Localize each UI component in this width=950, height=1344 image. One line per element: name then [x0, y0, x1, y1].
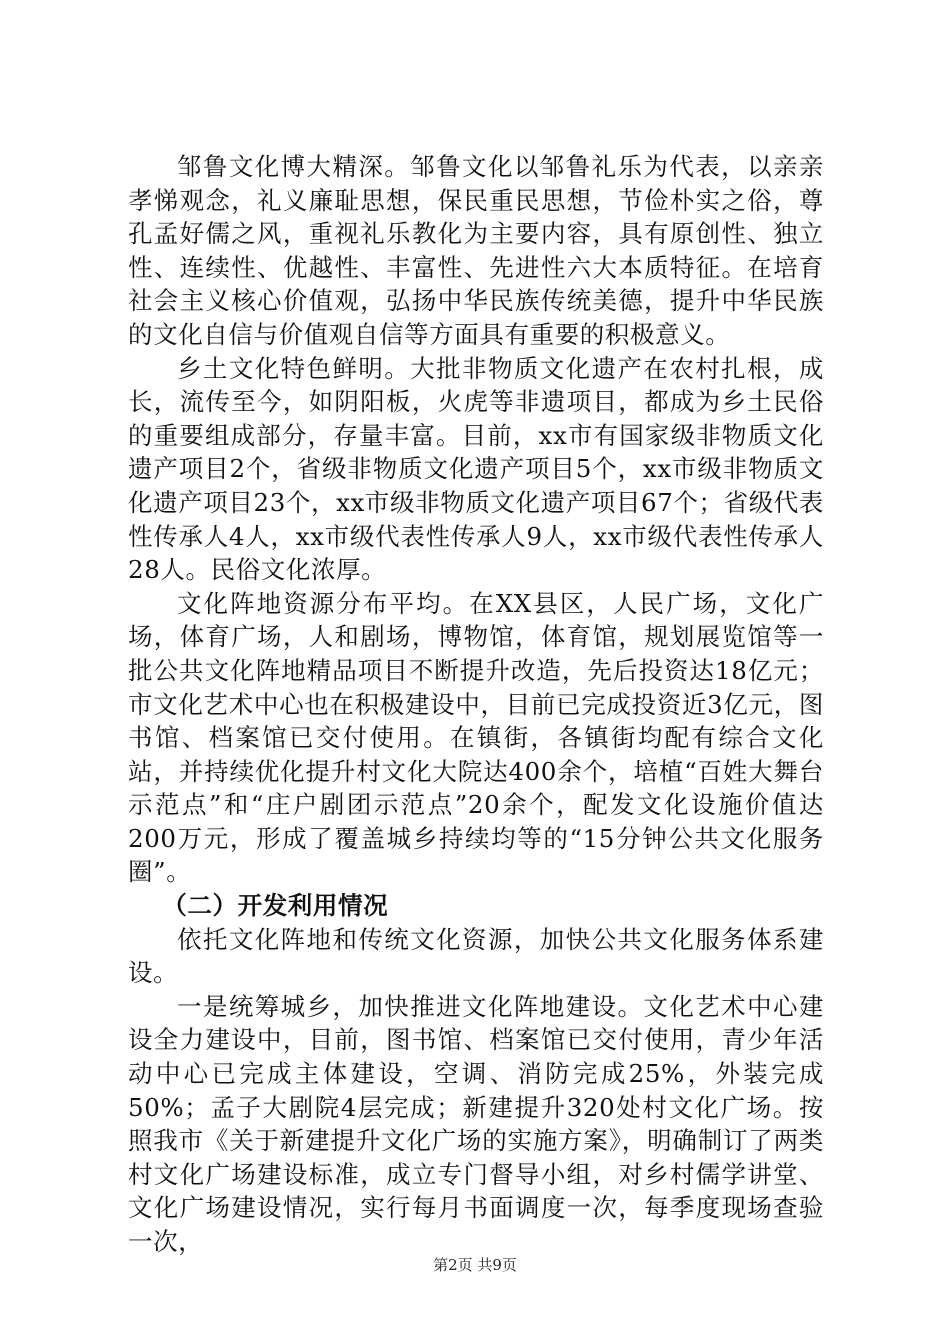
paragraph-urban-rural: 一是统筹城乡，加快推进文化阵地建设。文化艺术中心建设全力建设中，目前，图书馆、档案馆已交付使用，青少年活动中心已完成主体建设，空调、消防完成25%，外装完成50%；孟子大剧院4层完成；新建提升320处村文化广场。按照我市《关于新建提升文化广场的实施方案》，明确制订了两类村文化广场建设标准，成立专门督导小组，对乡村儒学讲堂、文化广场建设情况，实行每月书面调度一次，每季度现场查验一次， [128, 991, 824, 1256]
document-body [128, 150, 824, 1259]
paragraph-local-culture: 乡土文化特色鲜明。大批非物质文化遗产在农村扎根，成长，流传至今，如阴阳板，火虎等非遗项目，都成为乡土民俗的重要组成部分，存量丰富。目前，xx市有国家级非物质文化遗产项目2个，省级非物质文化遗产项目5个，xx市级非物质文化遗产项目23个，xx市级非物质文化遗产项目67个；省级代表性传承人4人，xx市级代表性传承人9人，xx市级代表性传承人28人。民俗文化浓厚。 [128, 353, 824, 585]
paragraph-zoulu-culture: 邹鲁文化博大精深。邹鲁文化以邹鲁礼乐为代表，以亲亲孝悌观念，礼义廉耻思想，保民重民思想，节俭朴实之俗，尊孔孟好儒之风，重视礼乐教化为主要内容，具有原创性、独立性、连续性、优越性、丰富性、先进性六大本质特征。在培育社会主义核心价值观，弘扬中华民族传统美德，提升中华民族的文化自信与价值观自信等方面具有重要的积极意义。 [128, 152, 824, 349]
page-number-footer: 第2页 共9页 [433, 1256, 517, 1274]
paragraph-culture-venues: 文化阵地资源分布平均。在XX县区，人民广场，文化广场，体育广场，人和剧场，博物馆，体育馆，规划展览馆等一批公共文化阵地精品项目不断提升改造，先后投资达18亿元；市文化艺术中心也在积极建设中，目前已完成投资近3亿元，图书馆、档案馆已交付使用。在镇街，各镇街均配有综合文化站，并持续优化提升村文化大院达400余个，培植“百姓大舞台示范点”和“庄户剧团示范点”20余个，配发文化设施价值达200万元，形成了覆盖城乡持续均等的“15分钟公共文化服务圈”。 [128, 588, 824, 887]
section-heading-development: （二）开发利用情况 [162, 891, 389, 921]
paragraph-public-service: 依托文化阵地和传统文化资源，加快公共文化服务体系建设。 [128, 924, 824, 988]
